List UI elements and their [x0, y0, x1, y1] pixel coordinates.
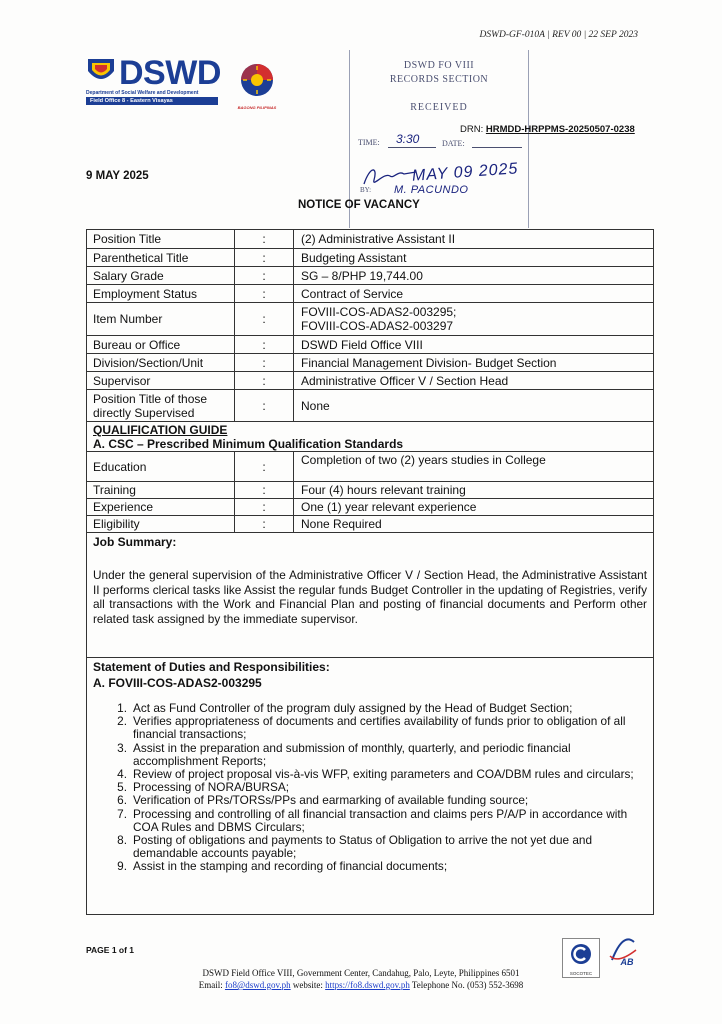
- field-office-label: Field Office 8 - Eastern Visayas: [86, 97, 218, 105]
- footer-contact: [0, 979, 722, 991]
- stamp-time-label: TIME:: [358, 138, 380, 147]
- job-summary-heading: Job Summary:: [93, 535, 177, 549]
- stamp-by-value: M. PACUNDO: [394, 184, 469, 196]
- field-label: Employment Status: [87, 285, 235, 302]
- document-reference: DSWD-GF-010A | REV 00 | 22 SEP 2023: [479, 30, 638, 40]
- dswd-emblem-icon: [86, 57, 116, 89]
- field-label: Parenthetical Title: [87, 249, 235, 266]
- item-number-2: FOVIII-COS-ADAS2-003297: [301, 319, 454, 333]
- phone-number: Telephone No. (053) 552-3698: [411, 980, 524, 990]
- item-number-1: FOVIII-COS-ADAS2-003295;: [301, 305, 457, 319]
- duty-number: 7.: [117, 806, 127, 821]
- duty-text: Processing of NORA/BURSA;: [133, 780, 290, 795]
- field-colon: :: [235, 482, 294, 498]
- dswd-logo: [86, 54, 236, 105]
- stamp-date-label: DATE:: [442, 139, 465, 148]
- field-label: [87, 390, 235, 421]
- duty-text: Review of project proposal vis-à-vis WFP, exiting parameters and COA/DBM rules and circulars;: [133, 767, 634, 782]
- field-colon: :: [235, 499, 294, 515]
- field-value: Contract of Service: [301, 286, 404, 301]
- drn-line: [460, 124, 635, 135]
- field-value: Administrative Officer V / Section Head: [301, 373, 509, 388]
- website-label: website:: [292, 980, 323, 990]
- notice-date: 9 MAY 2025: [86, 170, 149, 182]
- table-row: [87, 354, 653, 372]
- field-colon: :: [235, 354, 294, 371]
- table-row: [87, 267, 653, 285]
- field-colon: :: [235, 267, 294, 284]
- list-item: [113, 742, 645, 768]
- qualification-label: Training: [87, 482, 235, 498]
- qualification-heading: QUALIFICATION GUIDE: [93, 423, 228, 437]
- stamp-by-label: BY:: [360, 186, 372, 194]
- footer-address: DSWD Field Office VIII, Government Center, Candahug, Palo, Leyte, Philippines 6501: [202, 968, 520, 978]
- duty-number: 8.: [117, 833, 127, 848]
- field-value: SG – 8/PHP 19,744.00: [301, 268, 423, 283]
- table-row: [87, 285, 653, 303]
- list-item: [113, 834, 645, 860]
- duty-text: Processing and controlling of all financial transaction and claims pers P/A/P in accordance with COA Rules and DBMS Circulars;: [133, 806, 628, 834]
- email-label: Email:: [198, 980, 223, 990]
- duty-number: 4.: [117, 767, 127, 782]
- table-row: [87, 452, 653, 482]
- field-value: DSWD Field Office VIII: [301, 337, 423, 352]
- drn-value: HRMDD-HRPPMS-20250507-0238: [485, 124, 635, 135]
- bagong-pilipinas-label: BAGONG PILIPINAS: [237, 105, 277, 110]
- email-link[interactable]: fo8@dswd.gov.ph: [224, 980, 291, 990]
- field-colon: :: [235, 390, 294, 421]
- list-item: [113, 808, 645, 834]
- field-colon: :: [235, 372, 294, 389]
- field-value: Budgeting Assistant: [301, 250, 407, 265]
- jab-label: AB: [620, 957, 634, 967]
- socotec-label: SOCOTEC: [569, 971, 593, 976]
- logo-subtitle: Department of Social Welfare and Development: [86, 90, 199, 96]
- table-row: [87, 482, 653, 499]
- field-label: Position Title: [87, 230, 235, 248]
- field-label-line2: directly Supervised: [93, 405, 195, 420]
- vacancy-table: [86, 229, 654, 915]
- duty-text: Assist in the preparation and submission of monthly, quarterly, and periodic financial accomplishment Reports;: [133, 740, 571, 768]
- website-link[interactable]: https://fo8.dswd.gov.ph: [325, 980, 410, 990]
- field-label: Salary Grade: [87, 267, 235, 284]
- page-number: PAGE 1 of 1: [86, 945, 135, 955]
- list-item: [113, 860, 645, 873]
- stamp-time-value: 3:30: [396, 132, 420, 146]
- qualification-value: One (1) year relevant experience: [301, 500, 477, 514]
- field-value: None: [301, 398, 330, 413]
- duty-text: Posting of obligations and payments to Status of Obligation to arrive the not yet due and demandable accounts payable;: [133, 833, 593, 861]
- socotec-icon: [569, 942, 593, 966]
- qualification-label: Experience: [87, 499, 235, 515]
- field-colon: :: [235, 303, 294, 335]
- table-row: [87, 303, 653, 336]
- table-row: [87, 390, 653, 422]
- qualification-value: None Required: [301, 517, 382, 531]
- table-row: [87, 516, 653, 533]
- field-label: Bureau or Office: [87, 336, 235, 353]
- stamp-time-line: [388, 147, 436, 148]
- qualification-value: Completion of two (2) years studies in College: [301, 453, 546, 467]
- duty-number: 5.: [117, 780, 127, 795]
- field-label: Division/Section/Unit: [87, 354, 235, 371]
- duty-number: 6.: [117, 793, 127, 808]
- logo-text: DSWD: [119, 54, 221, 92]
- job-summary-text: Under the general supervision of the Administrative Officer V / Section Head, the Administrative Assistant II performs clerical tasks like Assist the regular funds Budget Controller in the updating of Registries, verify all transactions with the Work and Financial Plan and posting of financial documents and Perform other related task assigned by the immediate supervisor.: [93, 568, 647, 626]
- duty-number: 2.: [117, 714, 127, 729]
- duty-number: 3.: [117, 740, 127, 755]
- duty-number: 1.: [117, 701, 127, 715]
- list-item: [113, 794, 645, 807]
- qualification-label: Education: [87, 452, 235, 481]
- page-title: NOTICE OF VACANCY: [298, 199, 420, 211]
- stamp-date-line: [472, 147, 522, 148]
- stamp-received: RECEIVED: [410, 102, 468, 113]
- table-row: [87, 372, 653, 390]
- table-row: [87, 249, 653, 267]
- stamp-date-value: MAY 09 2025: [411, 160, 519, 185]
- field-label: Supervisor: [87, 372, 235, 389]
- field-colon: :: [235, 230, 294, 248]
- bagong-pilipinas-emblem-icon: [236, 60, 278, 100]
- socotec-certification-badge: [562, 938, 600, 978]
- duty-text: Verifies appropriateness of documents and certifies availability of funds prior to obligation of all financial transactions;: [133, 714, 626, 742]
- field-label: Item Number: [87, 303, 235, 335]
- drn-label: DRN:: [460, 124, 484, 135]
- qualification-label: Eligibility: [87, 516, 235, 532]
- field-value: [293, 303, 653, 335]
- field-colon: :: [235, 285, 294, 302]
- bagong-pilipinas-logo: [234, 60, 280, 110]
- field-label-line1: Position Title of those: [93, 391, 208, 406]
- list-item: [113, 715, 645, 741]
- field-colon: :: [235, 336, 294, 353]
- duties-subheading: A. FOVIII-COS-ADAS2-003295: [93, 676, 262, 690]
- stamp-section: RECORDS SECTION: [389, 74, 489, 85]
- field-colon: :: [235, 249, 294, 266]
- field-colon: :: [235, 516, 294, 532]
- table-row: [87, 336, 653, 354]
- stamp-office: DSWD FO VIII: [403, 60, 475, 71]
- qualification-subheading: A. CSC – Prescribed Minimum Qualification Standards: [93, 437, 404, 451]
- field-value: (2) Administrative Assistant II: [301, 232, 456, 246]
- duty-text: Act as Fund Controller of the program duly assigned by the Head of Budget Section;: [133, 701, 573, 715]
- job-summary-section: [87, 533, 653, 658]
- duties-list: [113, 702, 645, 874]
- duty-number: 9.: [117, 859, 127, 874]
- duty-text: Verification of PRs/TORSs/PPs and earmarking of available funding source;: [133, 793, 529, 808]
- duties-heading: Statement of Duties and Responsibilities:: [93, 660, 330, 674]
- duty-text: Assist in the stamping and recording of financial documents;: [133, 859, 448, 874]
- field-value: Financial Management Division- Budget Section: [301, 355, 557, 370]
- field-colon: :: [235, 452, 294, 481]
- jab-accreditation-badge: [606, 936, 640, 980]
- qualification-header: [87, 422, 653, 452]
- qualification-value: Four (4) hours relevant training: [301, 483, 466, 497]
- duties-section: [87, 658, 653, 914]
- table-row: [87, 499, 653, 516]
- table-row: [87, 230, 653, 249]
